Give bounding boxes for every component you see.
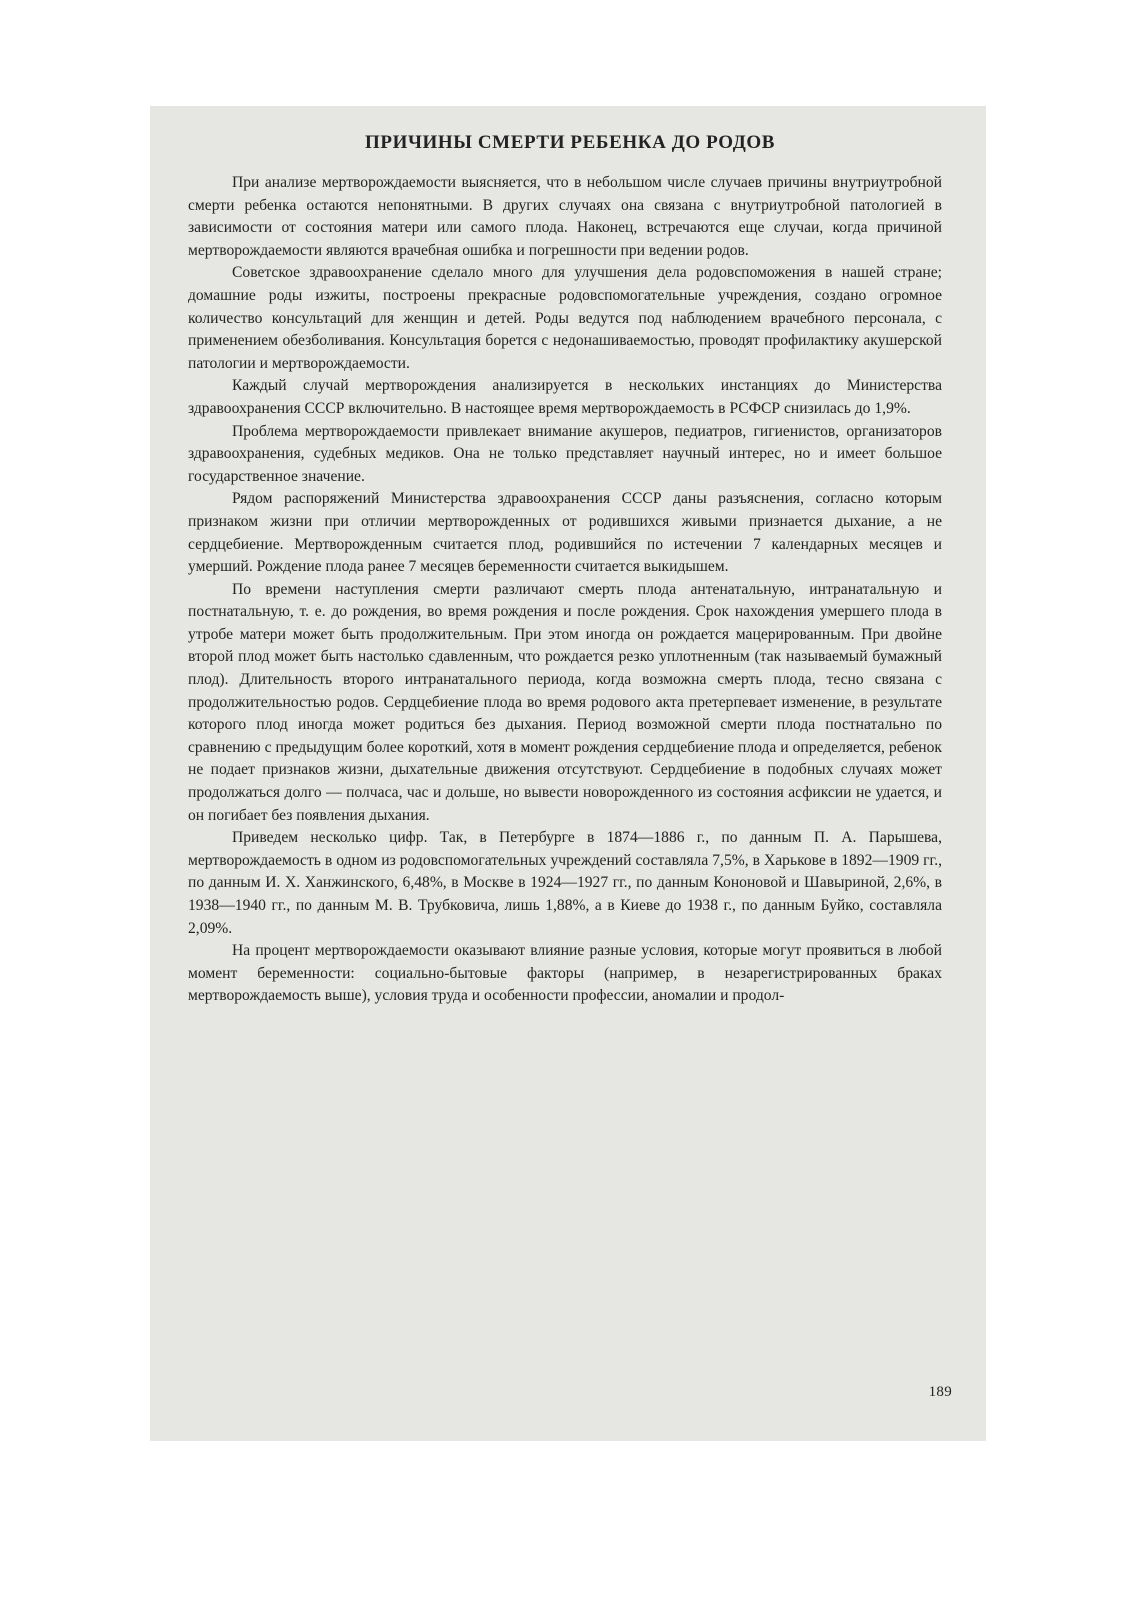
paragraph-1: При анализе мертворождаемости выясняется, что в небольшом числе случаев причины внутриутробной смерти ребенка остаются непонятными. В других случаях она связана с внутриутробной патологией в зависимости от состояния матери или самого плода. Наконец, встречаются еще случаи, когда причиной мертворождаемости являются врачебная ошибка и погрешности при ведении родов. — [188, 174, 942, 259]
paragraph-6: По времени наступления смерти различают смерть плода антенатальную, интранатальную и постнатальную, т. е. до рождения, во время рождения и после рождения. Срок нахождения умершего плода в утробе матери может быть продолжительным. При этом иногда он рождается мацерированным. При двойне второй плод может быть настолько сдавленным, что рождается резко уплотненным (так называемый бумажный плод). Длительность второго интранатального периода, когда возможна смерть плода, тесно связана с продолжительностью родов. Сердцебиение плода во время родового акта претерпевает изменение, в результате которого плод иногда может родиться без дыхания. Период возможной смерти плода постнатально по сравнению с предыдущим более короткий, хотя в момент рождения сердцебиение плода и определяется, ребенок не подает признаков жизни, дыхательные движения отсутствуют. Сердцебиение в подобных случаях может продолжаться долго — полчаса, час и дольше, но вывести новорожденного из состояния асфиксии не удается, и он погибает без появления дыхания. — [188, 580, 942, 824]
paragraph-2: Советское здравоохранение сделало много для улучшения дела родовспоможения в нашей стране; домашние роды изжиты, построены прекрасные родовспомогательные учреждения, создано огромное количество консультаций для женщин и детей. Роды ведутся под наблюдением врачебного персонала, с применением обезболивания. Консультация борется с недонашиваемостью, проводят профилактику акушерской патологии и мертворождаемости. — [188, 264, 942, 372]
paragraph-8: На процент мертворождаемости оказывают влияние разные условия, которые могут проявиться в любой момент беременности: социально-бытовые факторы (например, в незарегистрированных браках мертворождаемость выше), условия труда и особенности профессии, аномалии и продол- — [188, 942, 942, 1005]
paragraph-3: Каждый случай мертворождения анализируется в нескольких инстанциях до Министерства здравоохранения СССР включительно. В настоящее время мертворождаемость в РСФСР снизилась до 1,9%. — [188, 377, 942, 417]
body-text — [188, 172, 942, 1008]
page-number: 189 — [928, 1384, 952, 1400]
paragraph-4: Проблема мертворождаемости привлекает внимание акушеров, педиатров, гигиенистов, организаторов здравоохранения, судебных медиков. Она не только представляет научный интерес, но и имеет большое государственное значение. — [188, 422, 942, 485]
page-title: ПРИЧИНЫ СМЕРТИ РЕБЕНКА ДО РОДОВ — [364, 132, 776, 153]
paragraph-7: Приведем несколько цифр. Так, в Петербурге в 1874—1886 г., по данным П. А. Парышева, мертворождаемость в одном из родовспомогательных учреждений составляла 7,5%, в Харькове в 1892—1909 гг., по данным И. Х. Ханжинского, 6,48%, в Москве в 1924—1927 гг., по данным Кононовой и Шавыриной, 2,6%, в 1938—1940 гг., по данным М. В. Трубковича, лишь 1,88%, а в Киеве до 1938 г., по данным Буйко, составляла 2,09%. — [188, 829, 942, 937]
paragraph-5: Рядом распоряжений Министерства здравоохранения СССР даны разъяснения, согласно которым признаком жизни при отличии мертворожденных от родившихся живыми признается дыхание, а не сердцебиение. Мертворожденным считается плод, родившийся по истечении 7 календарных месяцев и умерший. Рождение плода ранее 7 месяцев беременности считается выкидышем. — [188, 490, 942, 576]
book-page — [150, 106, 986, 1441]
